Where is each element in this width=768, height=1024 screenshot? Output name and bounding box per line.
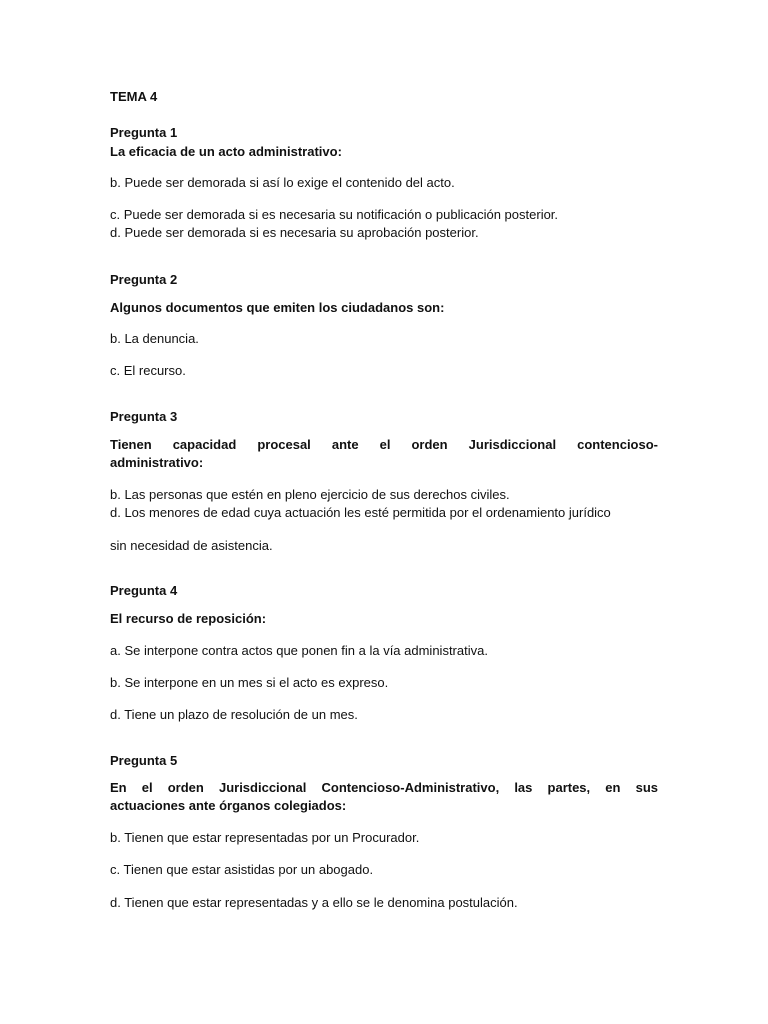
question-3-label: Pregunta 3 [110,409,178,424]
question-1-answer-c: c. Puede ser demorada si es necesaria su notificación o publicación posterior. [110,207,559,222]
question-2-statement: Algunos documentos que emiten los ciudadanos son: [110,300,445,315]
question-3-answer-d: d. Los menores de edad cuya actuación les esté permitida por el ordenamiento jurídico [110,505,611,520]
question-1-label: Pregunta 1 [110,125,178,140]
question-5-statement-line-2: actuaciones ante órganos colegiados: [110,798,347,813]
document-heading: TEMA 4 [110,89,158,104]
question-2-answer-c: c. El recurso. [110,363,186,378]
question-4-statement: El recurso de reposición: [110,611,267,626]
question-3-answer-d-continued: sin necesidad de asistencia. [110,538,273,553]
question-4-answer-b: b. Se interpone en un mes si el acto es expreso. [110,675,389,690]
question-5-label: Pregunta 5 [110,753,178,768]
question-3-statement-line-2: administrativo: [110,455,204,470]
question-5-answer-c: c. Tienen que estar asistidas por un abogado. [110,862,374,877]
question-1-answer-b: b. Puede ser demorada si así lo exige el contenido del acto. [110,175,455,190]
question-5-statement-line-1: En el orden Jurisdiccional Contencioso-Administrativo, las partes, en sus [110,780,658,795]
question-1-statement: La eficacia de un acto administrativo: [110,144,342,159]
question-4-answer-a: a. Se interpone contra actos que ponen fin a la vía administrativa. [110,643,488,658]
question-1-answer-d: d. Puede ser demorada si es necesaria su aprobación posterior. [110,225,479,240]
question-3-statement-line-1: Tienen capacidad procesal ante el orden Jurisdiccional contencioso- [110,437,658,452]
question-3-answer-b: b. Las personas que estén en pleno ejercicio de sus derechos civiles. [110,487,510,502]
question-4-label: Pregunta 4 [110,583,178,598]
question-2-label: Pregunta 2 [110,272,178,287]
question-5-answer-d: d. Tienen que estar representadas y a ello se le denomina postulación. [110,895,518,910]
question-5-answer-b: b. Tienen que estar representadas por un Procurador. [110,830,420,845]
question-4-answer-d: d. Tiene un plazo de resolución de un mes. [110,707,358,722]
question-2-answer-b: b. La denuncia. [110,331,199,346]
